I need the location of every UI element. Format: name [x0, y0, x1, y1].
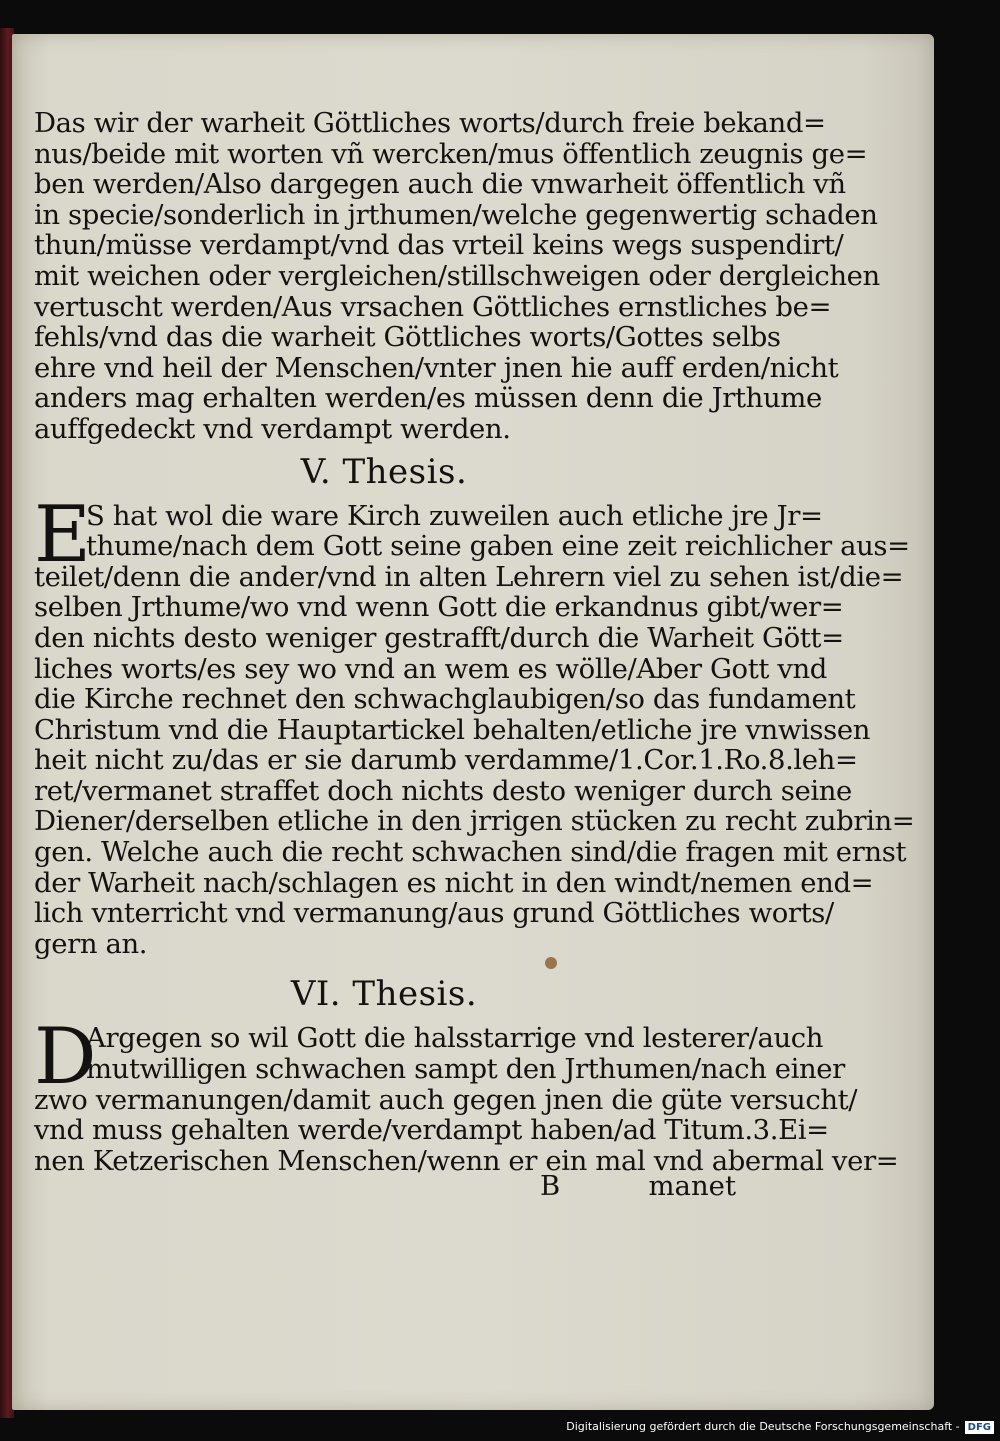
text-line: nen Ketzerischen Menschen/wenn er ein mal vnd abermal ver= [34, 1144, 899, 1177]
credit-text: Digitalisierung gefördert durch die Deutsche Forschungsgemeinschaft - [566, 1420, 960, 1433]
drop-cap: D [34, 1012, 97, 1103]
text-line: in specie/sonderlich in jrthumen/welche gegenwertig schaden [34, 198, 878, 231]
text-line: ehre vnd heil der Menschen/vnter jnen hie auff erden/nicht [34, 351, 839, 384]
paragraph-thesis-5 [34, 489, 915, 960]
text-line: gern an. [34, 927, 148, 960]
page-text-block [34, 107, 915, 1177]
text-line: vertuscht werden/Aus vrsachen Göttliches ernstliches be= [34, 290, 832, 323]
text-line: heit nicht zu/das er sie darumb verdamme/1.Cor.1.Ro.8.leh= [34, 744, 858, 777]
text-line: ret/vermanet straffet doch nichts desto weniger durch seine [34, 774, 852, 807]
paragraph-lines [34, 1083, 899, 1177]
text-line: thun/müsse verdampt/vnd das vrteil keins wegs suspendirt/ [34, 229, 844, 262]
text-line: thume/nach dem Gott seine gaben eine zeit reichlicher aus= [86, 530, 910, 563]
text-line: Das wir der warheit Göttliches worts/durch freie bekand= [34, 107, 826, 139]
text-line: liches worts/es sey wo vnd an wem es wölle/Aber Gott vnd [34, 652, 827, 685]
text-line: den nichts desto weniger gestrafft/durch die Warheit Gött= [34, 621, 844, 654]
text-line: mutwilligen schwachen sampt den Jrthumen/nach einer [86, 1053, 845, 1086]
catchword: manet [648, 1170, 736, 1202]
dfg-logo: DFG [965, 1421, 994, 1434]
text-line: mit weichen oder vergleichen/stillschweigen oder dergleichen [34, 259, 880, 292]
paragraph-lines [34, 560, 915, 960]
dropcap-lines [34, 499, 910, 563]
page-footer-line [540, 1170, 736, 1202]
text-line: fehls/vnd das die warheit Göttliches worts/Gottes selbs [34, 321, 781, 354]
text-line: Argegen so wil Gott die halsstarrige vnd lesterer/auch [86, 1022, 824, 1055]
text-line: ben werden/Also dargegen auch die vnwarheit öffentlich vñ [34, 168, 846, 201]
text-line: nus/beide mit worten vñ wercken/mus öffentlich zeugnis ge= [34, 137, 868, 170]
text-line: teilet/denn die ander/vnd in alten Lehrern viel zu sehen ist/die= [34, 560, 904, 593]
drop-cap: E [34, 489, 91, 580]
heading-thesis-6: VI. Thesis. [290, 974, 478, 1015]
signature-mark: B [540, 1170, 561, 1202]
ink-spot [545, 957, 557, 969]
text-line: die Kirche rechnet den schwachglaubigen/so das fundament [34, 683, 856, 716]
text-line: der Warheit nach/schlagen es nicht in den windt/nemen end= [34, 866, 874, 899]
text-line: lich vnterricht vnd vermanung/aus grund Göttliches worts/ [34, 897, 834, 930]
text-line: S hat wol die ware Kirch zuweilen auch etliche jre Jr= [86, 499, 823, 532]
dropcap-lines [34, 1022, 845, 1086]
text-line: zwo vermanungen/damit auch gegen jnen die güte versucht/ [34, 1083, 858, 1116]
text-line: auffgedeckt vnd verdampt werden. [34, 412, 511, 445]
text-line: Christum vnd die Hauptartickel behalten/etliche jre vnwissen [34, 713, 871, 746]
digitization-credit [566, 1419, 994, 1435]
text-line: gen. Welche auch die recht schwachen sind/die fragen mit ernst [34, 836, 907, 869]
text-line: selben Jrthume/wo vnd wenn Gott die erkandnus gibt/wer= [34, 591, 844, 624]
text-line: anders mag erhalten werden/es müssen denn die Jrthume [34, 382, 822, 415]
paragraph-thesis-6 [34, 1012, 899, 1177]
text-line: Diener/derselben etliche in den jrrigen stücken zu recht zubrin= [34, 805, 915, 838]
paragraph-continued [34, 107, 880, 445]
heading-thesis-5: V. Thesis. [300, 451, 468, 492]
text-line: vnd muss gehalten werde/verdampt haben/ad Titum.3.Ei= [34, 1114, 829, 1147]
